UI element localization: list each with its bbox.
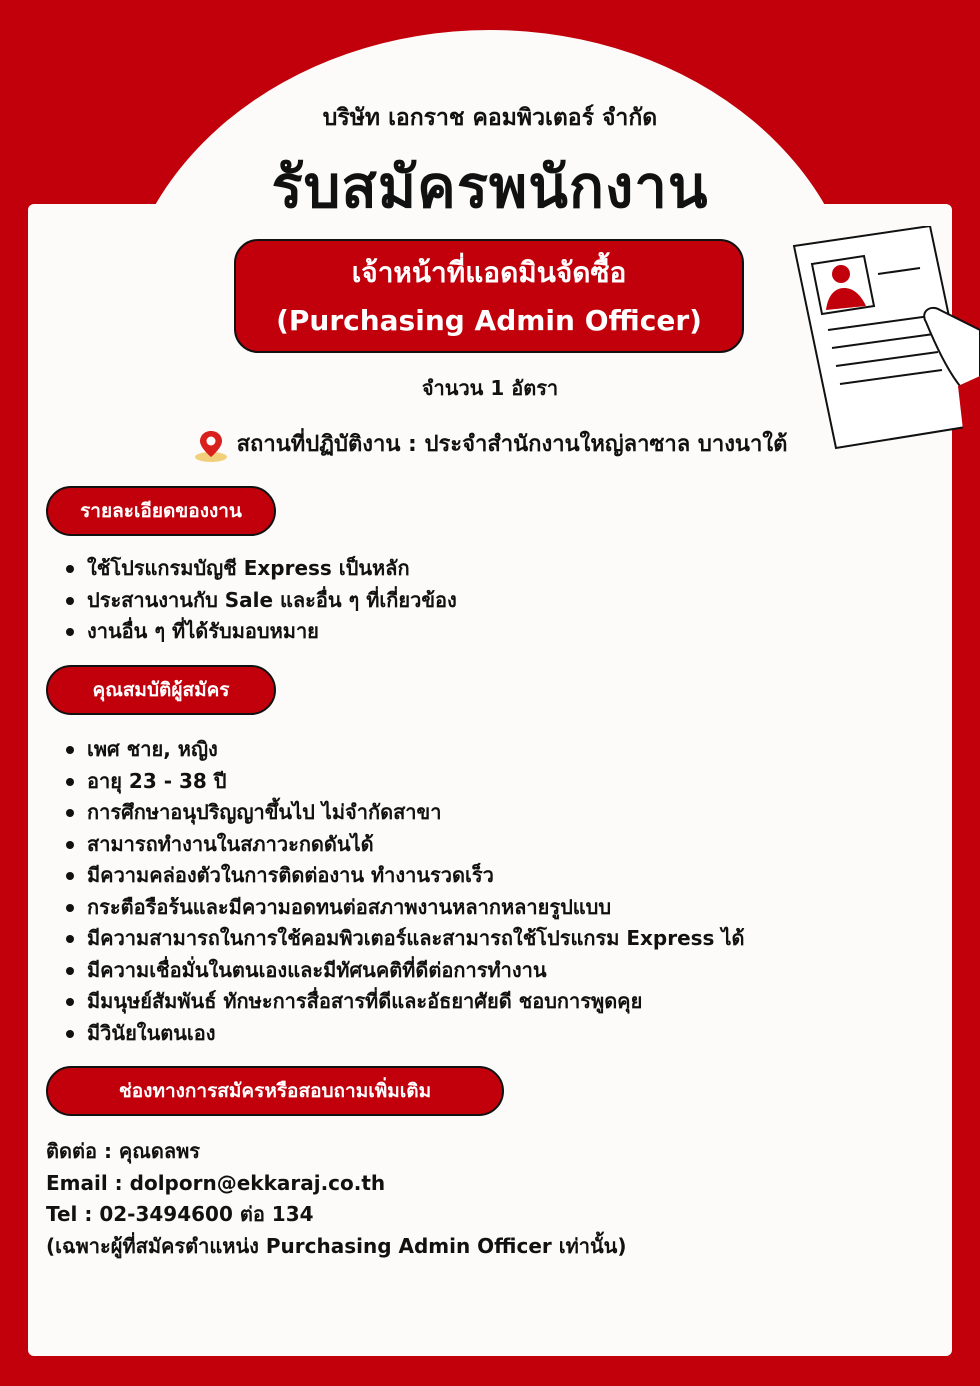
position-quantity: จำนวน 1 อัตรา [421,376,559,400]
qualifications-list [66,734,744,1049]
contact-heading: ช่องทางการสมัครหรือสอบถามเพิ่มเติม [46,1066,504,1116]
position-title-en: (Purchasing Admin Officer) [276,304,702,337]
list-item: การศึกษาอนุปริญญาขึ้นไป ไม่จำกัดสาขา [66,797,744,829]
list-item: มีความเชื่อมั่นในตนเองและมีทัศนคติที่ดีต่อการทำงาน [66,955,744,987]
list-item: มีมนุษย์สัมพันธ์ ทักษะการสื่อสารที่ดีและอัธยาศัยดี ชอบการพูดคุย [66,986,744,1018]
contact-phone[interactable]: Tel : 02-3494600 ต่อ 134 [46,1202,314,1226]
contact-block [46,1136,626,1262]
job-details-heading: รายละเอียดของงาน [46,486,276,536]
list-item: เพศ ชาย, หญิง [66,734,744,766]
list-item: มีวินัยในตนเอง [66,1018,744,1050]
resume-document-icon [790,226,980,460]
list-item: กระตือรือร้นและมีความอดทนต่อสภาพงานหลากหลายรูปแบบ [66,892,744,924]
map-pin-icon [193,427,229,463]
contact-email[interactable]: Email : dolporn@ekkaraj.co.th [46,1170,386,1195]
list-item: งานอื่น ๆ ที่ได้รับมอบหมาย [66,616,457,648]
list-item: ใช้โปรแกรมบัญชี Express เป็นหลัก [66,553,457,585]
company-name: บริษัท เอกราช คอมพิวเตอร์ จำกัด [322,105,658,131]
work-location [0,426,980,463]
list-item: มีความคล่องตัวในการติดต่องาน ทำงานรวดเร็ว [66,860,744,892]
contact-person: ติดต่อ : คุณดลพร [46,1139,201,1163]
list-item: ประสานงานกับ Sale และอื่น ๆ ที่เกี่ยวข้อง [66,585,457,617]
list-item: สามารถทำงานในสภาวะกดดันได้ [66,829,744,861]
qualifications-heading: คุณสมบัติผู้สมัคร [46,665,276,715]
page-headline: รับสมัครพนักงาน [271,153,709,221]
job-details-list [66,553,457,648]
position-title-box [234,239,744,353]
contact-note: (เฉพาะผู้ที่สมัครตำแหน่ง Purchasing Admin Officer เท่านั้น) [46,1233,627,1258]
work-location-text: สถานที่ปฏิบัติงาน : ประจำสำนักงานใหญ่ลาซาล บางนาใต้ [236,432,788,457]
position-title-th: เจ้าหน้าที่แอดมินจัดซื้อ [351,256,627,289]
list-item: อายุ 23 - 38 ปี [66,766,744,798]
list-item: มีความสามารถในการใช้คอมพิวเตอร์และสามารถใช้โปรแกรม Express ได้ [66,923,744,955]
